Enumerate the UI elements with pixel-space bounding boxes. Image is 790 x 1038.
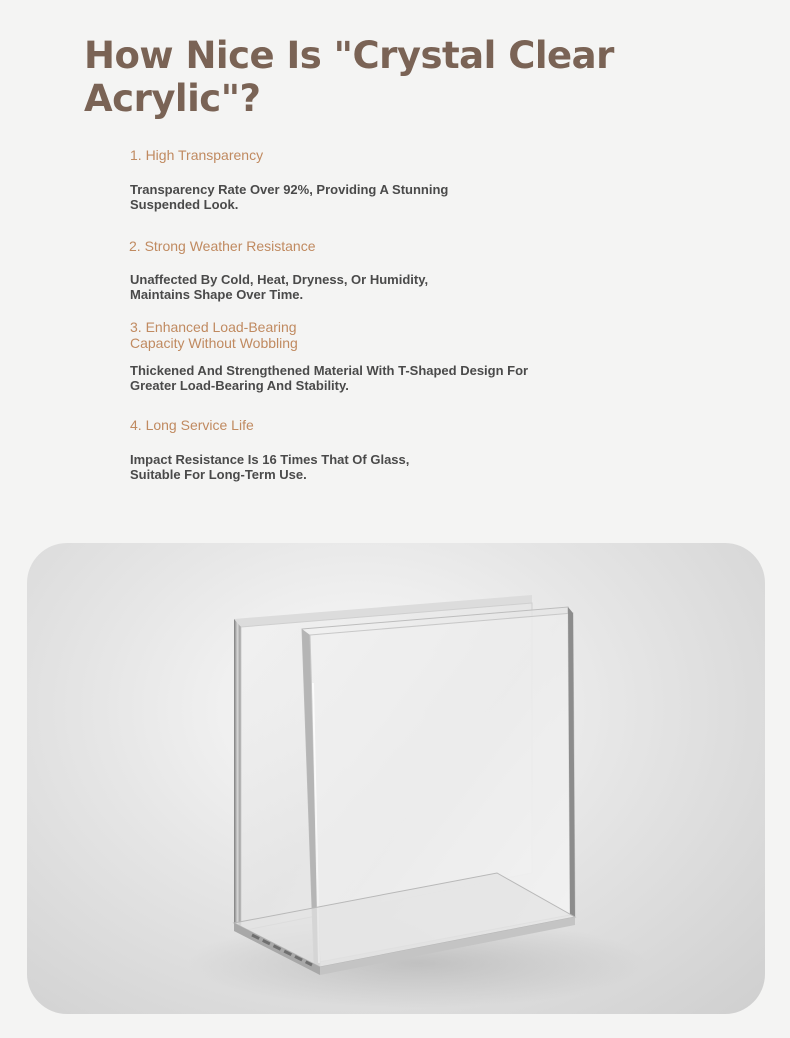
feature-heading-line: 4. Long Service Life bbox=[130, 417, 254, 433]
page-title bbox=[84, 34, 684, 120]
feature-heading bbox=[130, 417, 590, 433]
feature-heading-line: 2. Strong Weather Resistance bbox=[129, 238, 316, 254]
acrylic-panels-illustration bbox=[27, 543, 765, 1014]
feature-heading-line: 1. High Transparency bbox=[130, 147, 264, 163]
page-title-line-2: Acrylic"? bbox=[84, 77, 261, 120]
feature-item-load-bearing bbox=[130, 319, 590, 393]
feature-description-line: Thickened And Strengthened Material With T-Shaped Design For bbox=[130, 363, 529, 378]
feature-description-line: Unaffected By Cold, Heat, Dryness, Or Humidity, bbox=[130, 272, 429, 287]
feature-description bbox=[130, 272, 589, 302]
feature-description bbox=[130, 182, 590, 212]
feature-description-line: Transparency Rate Over 92%, Providing A Stunning bbox=[130, 182, 449, 197]
feature-item-weather-resistance bbox=[129, 238, 589, 302]
feature-heading-line: Capacity Without Wobbling bbox=[130, 335, 298, 351]
page-title-line-1: How Nice Is "Crystal Clear bbox=[84, 34, 614, 77]
feature-description bbox=[130, 363, 590, 393]
feature-heading bbox=[130, 319, 590, 351]
feature-description-line: Greater Load-Bearing And Stability. bbox=[130, 378, 349, 393]
feature-description bbox=[130, 452, 590, 482]
feature-heading bbox=[129, 238, 589, 254]
feature-item-service-life bbox=[130, 417, 590, 482]
feature-description-line: Maintains Shape Over Time. bbox=[130, 287, 304, 302]
feature-heading-line: 3. Enhanced Load-Bearing bbox=[130, 319, 297, 335]
feature-item-transparency bbox=[130, 147, 590, 212]
feature-heading bbox=[130, 147, 590, 163]
product-image bbox=[27, 543, 765, 1014]
feature-description-line: Impact Resistance Is 16 Times That Of Glass, bbox=[130, 452, 410, 467]
feature-description-line: Suspended Look. bbox=[130, 197, 239, 212]
feature-description-line: Suitable For Long-Term Use. bbox=[130, 467, 307, 482]
